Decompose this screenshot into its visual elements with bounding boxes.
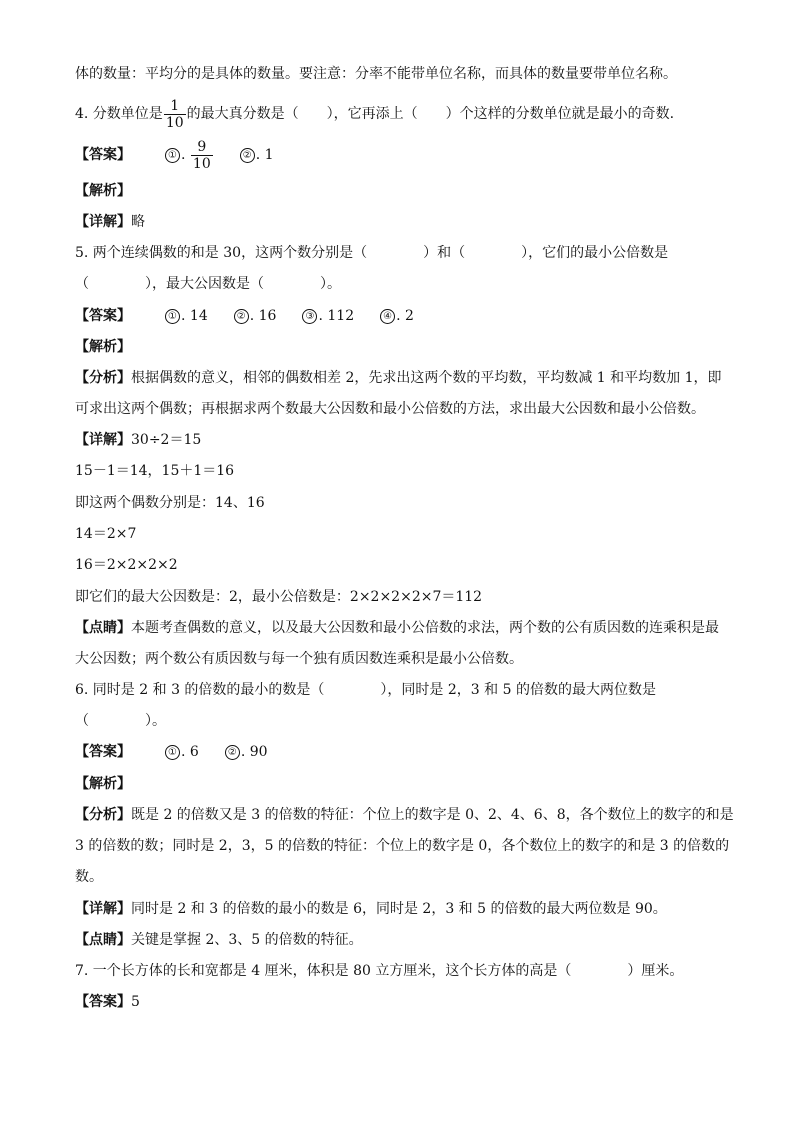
answer-6: 【答案】 ① . 6 ② . 90 (75, 744, 268, 760)
question-4-suffix: 的最大真分数是（ ），它再添上（ ）个这样的分数单位就是最小的奇数. (186, 106, 675, 122)
detail-tag: 【详解】 (75, 214, 131, 230)
analysis-6-line-3: 数。 (75, 869, 103, 885)
detail-text: 略 (131, 214, 145, 230)
detail-5 (75, 430, 201, 450)
analysis-tag: 【分析】 (75, 370, 131, 386)
circled-number-2: ② (234, 309, 249, 324)
note-tag: 【点睛】 (75, 620, 131, 636)
answer-value: 112 (327, 308, 355, 324)
detail-6 (75, 899, 667, 919)
answer-value: 16 (258, 308, 277, 324)
answer-7 (75, 992, 140, 1012)
note-5-line-2: 大公因数；两个数公有质因数与每一个独有质因数连乘积是最小公倍数。 (75, 651, 523, 667)
analysis-6-line-1 (75, 805, 734, 825)
circled-number-4: ④ (380, 309, 395, 324)
detail-5-step-4: 16＝2×2×2×2 (75, 557, 178, 573)
detail-text: 同时是 2 和 3 的倍数的最小的数是 6，同时是 2，3 和 5 的倍数的最大两位数是 90。 (131, 901, 667, 917)
answer-4: 【答案】 ① . $\frac{9}{10}$ ② . 1 (75, 138, 274, 172)
analysis-6-line-2: 3 的倍数的数；同时是 2，3，5 的倍数的特征：个位上的数字是 0，各个数位上的数字的和是 3 的倍数的 (75, 838, 730, 854)
question-4 (75, 95, 674, 133)
continued-text-line: 体的数量：平均分的是具体的数量。要注意：分率不能带单位名称，而具体的数量要带单位名称。 (75, 66, 677, 82)
answer-value: 90 (249, 744, 268, 760)
detail-tag: 【详解】 (75, 901, 131, 917)
analysis-text: 根据偶数的意义，相邻的偶数相差 2，先求出这两个数的平均数，平均数减 1 和平均数加 1，即 (131, 370, 722, 386)
detail-5-step-5: 即它们的最大公因数是：2，最小公倍数是：2×2×2×2×7＝112 (75, 589, 483, 605)
answer-tag: 【答案】 (75, 994, 131, 1010)
question-6-line-1: 6. 同时是 2 和 3 的倍数的最小的数是（ ），同时是 2，3 和 5 的倍数的最大两位数是 (75, 682, 656, 698)
analysis-tag: 【分析】 (75, 807, 131, 823)
answer-value: 2 (405, 308, 414, 324)
fraction-denominator: 10 (192, 155, 211, 172)
circled-number-1: ① (165, 309, 180, 324)
question-5-line-1: 5. 两个连续偶数的和是 30，这两个数分别是（ ）和（ ），它们的最小公倍数是 (75, 245, 669, 261)
note-5-line-1 (75, 618, 719, 638)
detail-5-step-1: 15－1＝14，15＋1＝16 (75, 463, 235, 479)
answer-value: 6 (189, 744, 199, 760)
fraction-denominator: 10 (165, 114, 184, 131)
analysis-heading: 【解析】 (75, 183, 131, 199)
question-4-prefix: 4. 分数单位是 (75, 106, 163, 122)
note-text: 关键是掌握 2、3、5 的倍数的特征。 (131, 932, 363, 948)
answer-tag: 【答案】 (75, 744, 131, 760)
circled-number-2: ② (240, 148, 255, 163)
analysis-text: 既是 2 的倍数又是 3 的倍数的特征：个位上的数字是 0、2、4、6、8，各个数位上的数字的和是 (131, 807, 734, 823)
fraction-one-tenth (164, 98, 186, 131)
fraction-numerator: 9 (197, 138, 207, 155)
detail-5-step-3: 14＝2×7 (75, 526, 137, 542)
note-6 (75, 930, 363, 950)
fraction-numerator: 1 (170, 97, 180, 114)
question-6-line-2: （ ）。 (75, 713, 166, 729)
detail-tag: 【详解】 (75, 432, 131, 448)
detail-4 (75, 212, 145, 232)
analysis-5-line-1 (75, 368, 722, 388)
detail-5-step-2: 即这两个偶数分别是：14、16 (75, 495, 265, 511)
question-7: 7. 一个长方体的长和宽都是 4 厘米，体积是 80 立方厘米，这个长方体的高是（ ）厘米。 (75, 963, 684, 979)
circled-number-3: ③ (302, 309, 317, 324)
circled-number-1: ① (165, 745, 180, 760)
answer-tag: 【答案】 (75, 147, 131, 163)
answer-value: 1 (264, 147, 274, 163)
circled-number-1: ① (165, 148, 180, 163)
analysis-5-line-2: 可求出这两个偶数；再根据求两个数最大公因数和最小公倍数的方法，求出最大公因数和最小公倍数。 (75, 401, 705, 417)
note-tag: 【点睛】 (75, 932, 131, 948)
analysis-heading: 【解析】 (75, 776, 131, 792)
answer-fraction (191, 139, 213, 172)
answer-5: 【答案】 ① . 14 ② . 16 ③ . 112 ④ . 2 (75, 308, 414, 324)
note-text: 本题考查偶数的意义，以及最大公因数和最小公倍数的求法，两个数的公有质因数的连乘积是最 (131, 620, 719, 636)
detail-text: 30÷2＝15 (131, 432, 202, 448)
answer-tag: 【答案】 (75, 308, 131, 324)
answer-value: 14 (189, 308, 208, 324)
analysis-heading: 【解析】 (75, 339, 131, 355)
circled-number-2: ② (225, 745, 240, 760)
question-5-line-2: （ ），最大公因数是（ ）。 (75, 276, 341, 292)
answer-value: 5 (131, 994, 140, 1010)
